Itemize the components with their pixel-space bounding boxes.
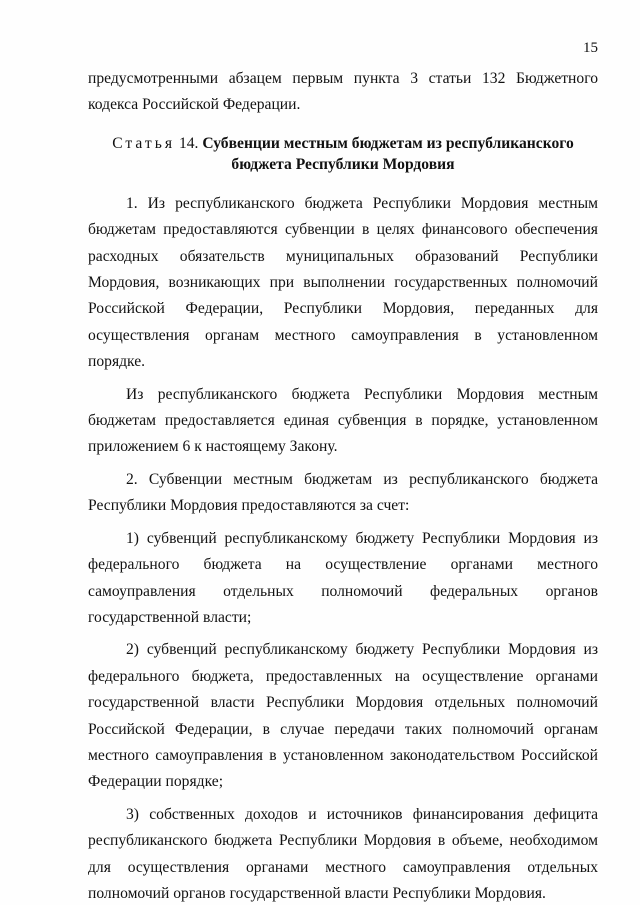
article-prefix: Статья [112, 134, 176, 152]
article-number: 14. [178, 134, 199, 152]
document-body [88, 66, 598, 907]
page-number: 15 [583, 40, 598, 56]
article-title: Субвенции местным бюджетам из республиканского бюджета Республики Мордовия [202, 134, 574, 173]
paragraph-1: 1. Из республиканского бюджета Республики Мордовия местным бюджетам предоставляются субвенции в целях финансового обеспечения расходных обязательств муниципальных образований Республики Мордовия, возникающих при выполнении государственных полномочий Российской Федерации, Республики Мордовия, переданных для осуществления органам местного самоуправления в установленном порядке. [88, 194, 598, 371]
intro-paragraph: предусмотренными абзацем первым пункта 3 статьи 132 Бюджетного кодекса Российской Федерации. [88, 70, 598, 114]
paragraph-2: Из республиканского бюджета Республики Мордовия местным бюджетам предоставляется единая субвенция в порядке, установленном приложением 6 к настоящему Закону. [88, 385, 598, 456]
article-heading [88, 133, 598, 175]
paragraph-4: 1) субвенций республиканскому бюджету Республики Мордовия из федерального бюджета на осуществление органами местного самоуправления отдельных полномочий федеральных органов государственной власти; [88, 529, 598, 626]
paragraph-6: 3) собственных доходов и источников финансирования дефицита республиканского бюджета Республики Мордовия в объеме, необходимом для осуществления органами местного самоуправления отдельных полномочий органов государственной власти Республики Мордовия. [88, 805, 598, 902]
paragraph-5: 2) субвенций республиканскому бюджету Республики Мордовия из федерального бюджета, предоставленных на осуществление органами государственной власти Республики Мордовия отдельных полномочий Российской Федерации, в случае передачи таких полномочий органам местного самоуправления в установленном законодательством Российской Федерации порядке; [88, 641, 598, 791]
paragraph-3: 2. Субвенции местным бюджетам из республиканского бюджета Республики Мордовия предоставляются за счет: [88, 470, 598, 515]
